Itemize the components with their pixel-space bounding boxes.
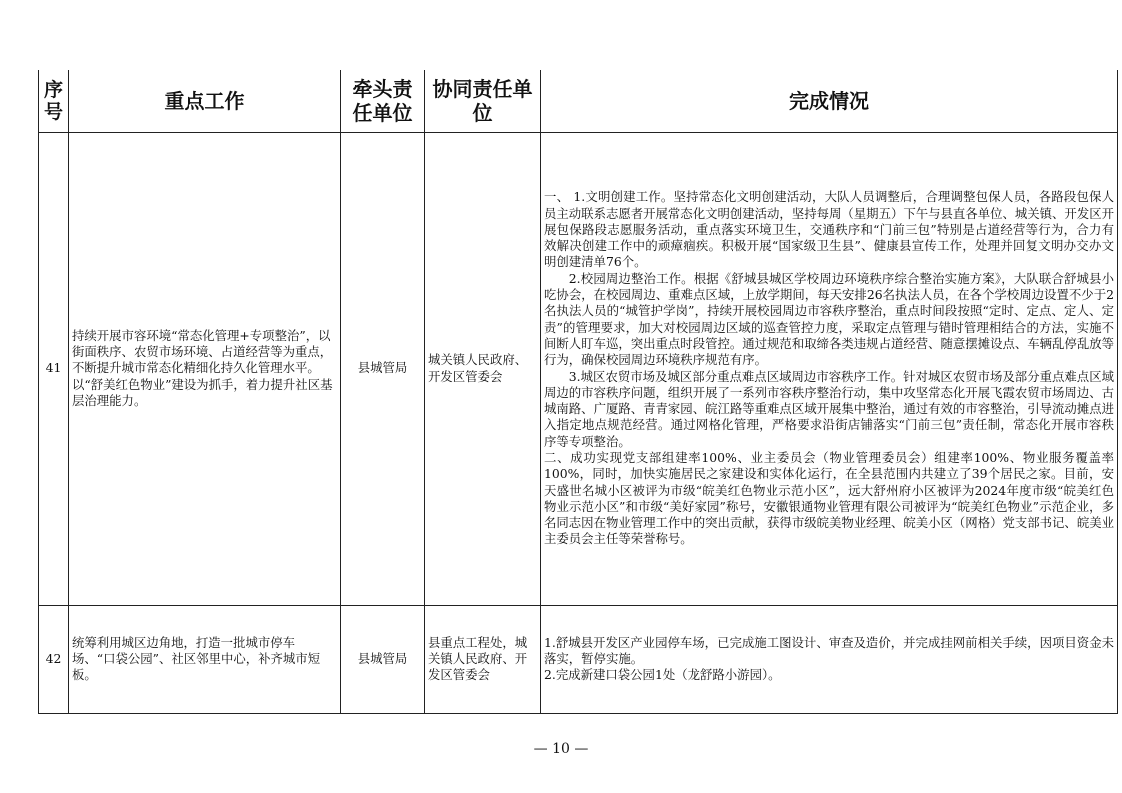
result-paragraph: 二、成功实现党支部组建率100%、业主委员会（物业管理委员会）组建率100%、物业服务覆盖率100%，同时，加快实施居民之家建设和实体化运行，在全县范围内共建立了39个居民之家。目前，安天盛世名城小区被评为市级“皖美红色物业示范小区”，远大舒州府小区被评为2024年度市级“皖美红色物业示范小区”和市级“美好家园”称号，安徽银通物业管理有限公司被评为“皖美红色物业”示范企业，多名同志因在物业管理工作中的突出贡献，获得市级皖美物业经理、皖美小区（网格）党支部书记、皖美业主委员会主任等荣誉称号。 <box>544 449 1114 547</box>
row-key-work: 持续开展市容环境“常态化管理+专项整治”，以街面秩序、农贸市场环境、占道经营等为重点，不断提升城市常态化精细化持久化管理水平。以“舒美红色物业”建设为抓手，着力提升社区基层治理能力。 <box>69 132 341 605</box>
row-seq: 42 <box>39 605 69 713</box>
row-co-unit: 城关镇人民政府、开发区管委会 <box>425 132 541 605</box>
result-paragraph: 3.城区农贸市场及城区部分重点难点区域周边市容秩序工作。针对城区农贸市场及部分重点难点区域周边的市容秩序问题，组织开展了一系列市容秩序整治行动，集中攻坚常态化开展飞霞农贸市场周边、古城南路、广厦路、青青家园、皖江路等重难点区域开展集中整治，通过有效的市容整治，引导流动摊点进入指定地点规范经营。通过网格化管理，严格要求沿街店铺落实“门前三包”责任制，常态化开展市容秩序等专项整治。 <box>544 368 1114 449</box>
row-result <box>541 132 1118 605</box>
result-paragraph: 一、 1.文明创建工作。坚持常态化文明创建活动，大队人员调整后，合理调整包保人员，各路段包保人员主动联系志愿者开展常态化文明创建活动，坚持每周（星期五）下午与县直各单位、城关镇、开发区开展包保路段志愿服务活动，重点落实环境卫生，交通秩序和“门前三包”特别是占道经营等行为，合力有效解决创建工作中的顽瘴痼疾。积极开展“国家级卫生县”、健康县宣传工作，处理并回复文明办交办文明创建清单76个。 <box>544 189 1114 270</box>
header-result: 完成情况 <box>541 70 1118 132</box>
table-row <box>39 605 1118 713</box>
header-lead-unit: 牵头责任单位 <box>341 70 425 132</box>
page-number: — 10 — <box>533 741 589 757</box>
result-paragraph: 2.完成新建口袋公园1处（龙舒路小游园）。 <box>544 667 781 683</box>
header-key-work: 重点工作 <box>69 70 341 132</box>
row-result <box>541 605 1118 713</box>
row-co-unit: 县重点工程处，城关镇人民政府、开发区管委会 <box>425 605 541 713</box>
row-key-work: 统筹利用城区边角地，打造一批城市停车场、“口袋公园”、社区邻里中心，补齐城市短板。 <box>69 605 341 713</box>
result-paragraph: 1.舒城县开发区产业园停车场，已完成施工图设计、审查及造价，并完成挂网前相关手续，因项目资金未落实，暂停实施。 <box>544 634 1114 666</box>
row-lead-unit: 县城管局 <box>341 132 425 605</box>
header-co-unit: 协同责任单位 <box>425 70 541 132</box>
table-row <box>39 132 1118 605</box>
result-paragraph: 2.校园周边整治工作。根据《舒城县城区学校周边环境秩序综合整治实施方案》，大队联合舒城县小吃协会，在校园周边、重难点区域，上放学期间，每天安排26名执法人员，在各个学校周边设置不少于2名执法人员的“城管护学岗”，持续开展校园周边市容秩序整治，重点时间段按照“定时、定点、定人、定责”的管理要求，加大对校园周边区域的巡查管控力度，采取定点管理与错时管理相结合的方法，实施不间断人盯车巡，突出重点时段管控。通过规范和取缔各类违规占道经营、随意摆摊设点、车辆乱停乱放等行为，确保校园周边环境秩序规范有序。 <box>544 270 1114 368</box>
table-header-row <box>39 70 1118 132</box>
row-seq: 41 <box>39 132 69 605</box>
row-lead-unit: 县城管局 <box>341 605 425 713</box>
header-seq: 序号 <box>39 70 69 132</box>
work-table <box>38 70 1118 714</box>
